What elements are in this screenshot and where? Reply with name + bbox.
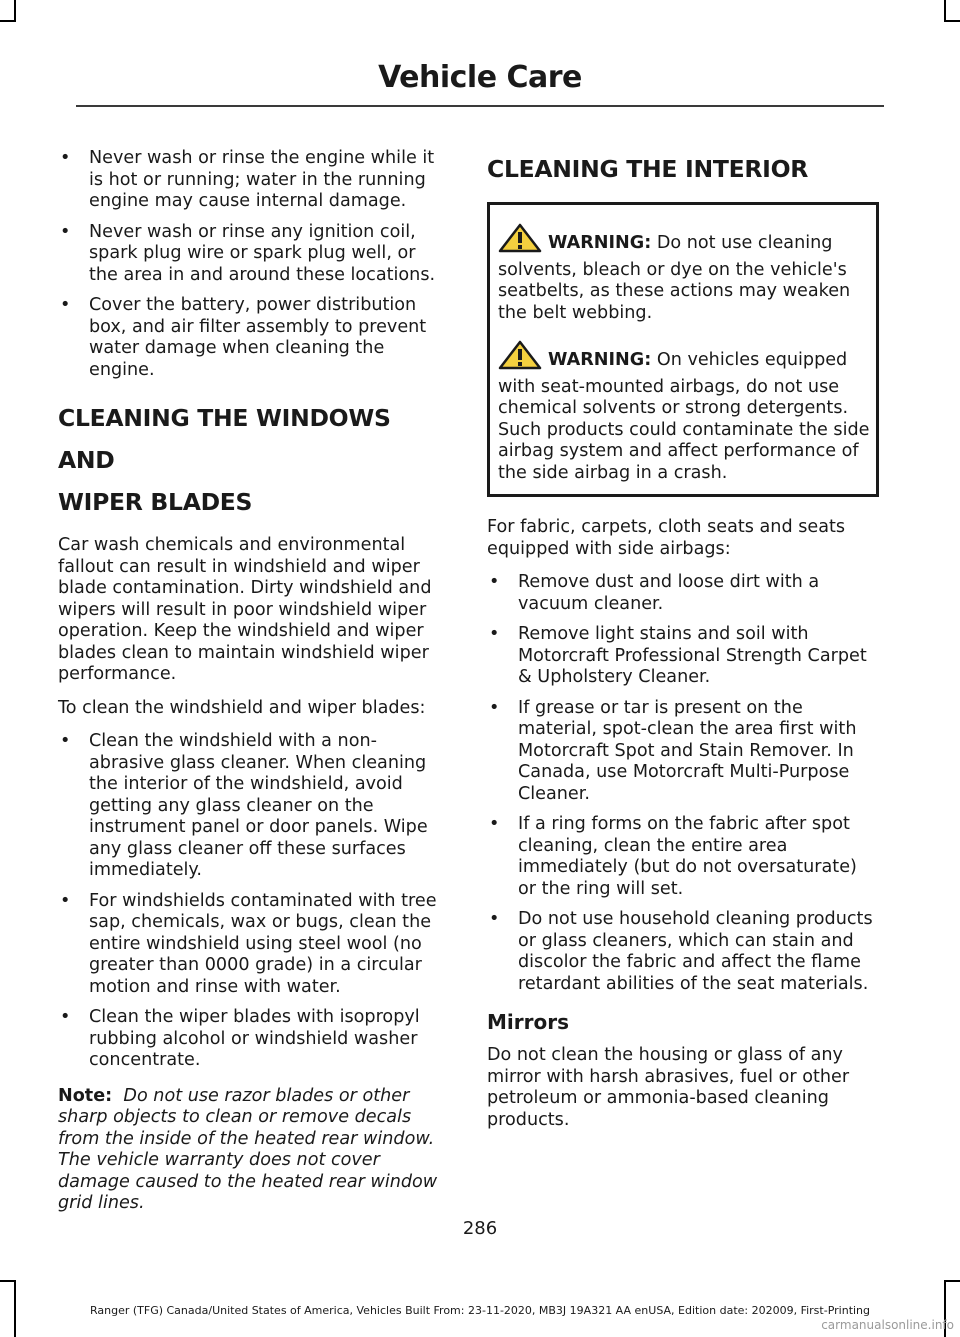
- warning-paragraph: [498, 223, 870, 324]
- list-item: • Remove dust and loose dirt with a vacuum cleaner.: [487, 572, 879, 615]
- list-item: • If grease or tar is present on the material, spot-clean the area first with Motorcraft Spot and Stain Remover. In Canada, use Motorcraft Multi-Purpose Cleaner.: [487, 698, 879, 806]
- list-item: • Never wash or rinse the engine while it is hot or running; water in the running engine may cause internal damage.: [58, 148, 446, 213]
- interior-section-heading: CLEANING THE INTERIOR: [487, 155, 809, 183]
- warning-label: WARNING:: [548, 233, 652, 253]
- warning-triangle-icon: [498, 223, 542, 260]
- windows-heading-line1: CLEANING THE WINDOWS AND: [58, 404, 391, 474]
- crop-mark: [0, 20, 16, 22]
- windows-heading-line2: WIPER BLADES: [58, 488, 253, 516]
- list-item: • Clean the windshield with a non-abrasive glass cleaner. When cleaning the interior of the windshield, avoid getting any glass cleaner on the instrument panel or door panels. Wipe any glass cleaner off these surfaces immediately.: [58, 731, 446, 882]
- crop-mark: [944, 20, 960, 22]
- warning-triangle-icon: [498, 340, 542, 377]
- crop-mark: [14, 0, 16, 22]
- list-item: • Never wash or rinse any ignition coil, spark plug wire or spark plug well, or the area in and around these locations.: [58, 222, 446, 287]
- header-divider: [76, 105, 884, 107]
- warning-label: WARNING:: [548, 350, 652, 370]
- left-column: [58, 148, 446, 1227]
- footer-edition-text: Ranger (TFG) Canada/United States of America, Vehicles Built From: 23-11-2020, MB3J 19A321 AA enUSA, Edition date: 202009, First-Printing: [89, 1304, 871, 1317]
- crop-mark: [0, 1280, 16, 1282]
- warning-box: [487, 202, 879, 497]
- crop-mark: [944, 1280, 960, 1282]
- windows-section-heading: [58, 397, 446, 523]
- engine-bullet-list: [58, 148, 446, 381]
- mirrors-heading: Mirrors: [487, 1010, 569, 1034]
- warning-text: On vehicles equipped with seat-mounted airbags, do not use chemical solvents or strong detergents. Such products could contaminate the side airbag system and affect performance of the side airbag in a crash.: [498, 350, 870, 483]
- watermark: carmanualsonline.info: [821, 1318, 954, 1332]
- fabric-lead: For fabric, carpets, cloth seats and seats equipped with side airbags:: [487, 517, 846, 559]
- list-item: • Do not use household cleaning products or glass cleaners, which can stain and discolor the fabric and affect the flame retardant abilities of the seat materials.: [487, 909, 879, 995]
- note-label: Note:: [58, 1085, 113, 1106]
- warning-paragraph: [498, 340, 870, 484]
- list-item: • Remove light stains and soil with Motorcraft Professional Strength Carpet & Upholstery Cleaner.: [487, 624, 879, 689]
- list-item: • For windshields contaminated with tree sap, chemicals, wax or bugs, clean the entire windshield using steel wool (no greater than 0000 grade) in a circular motion and rinse with water.: [58, 891, 446, 999]
- list-item: • If a ring forms on the fabric after spot cleaning, clean the entire area immediately (but do not oversaturate) or the ring will set.: [487, 814, 879, 900]
- note-paragraph: [58, 1086, 446, 1215]
- mirrors-text: Do not clean the housing or glass of any mirror with harsh abrasives, fuel or other petroleum or ammonia-based cleaning products.: [487, 1045, 850, 1130]
- right-column: [487, 148, 879, 1143]
- windows-intro: Car wash chemicals and environmental fallout can result in windshield and wiper blade contamination. Dirty windshield and wipers will result in poor windshield wiper operation. Keep the windshield and wiper blades clean to maintain windshield wiper performance.: [58, 535, 432, 684]
- fabric-bullet-list: [487, 572, 879, 995]
- crop-mark: [944, 0, 946, 22]
- list-item: • Clean the wiper blades with isopropyl rubbing alcohol or windshield washer concentrate.: [58, 1007, 446, 1072]
- windows-bullet-list: [58, 731, 446, 1072]
- page-number: 286: [462, 1218, 498, 1239]
- page-title: Vehicle Care: [378, 60, 582, 95]
- note-text: Do not use razor blades or other sharp objects to clean or remove decals from the inside of the heated rear window. The vehicle warranty does not cover damage caused to the heated rear window grid lines.: [58, 1085, 438, 1213]
- warning-text: Do not use cleaning solvents, bleach or dye on the vehicle's seatbelts, as these actions may weaken the belt webbing.: [498, 233, 851, 323]
- windows-lead: To clean the windshield and wiper blades:: [58, 697, 426, 718]
- list-item: • Cover the battery, power distribution box, and air filter assembly to prevent water damage when cleaning the engine.: [58, 295, 446, 381]
